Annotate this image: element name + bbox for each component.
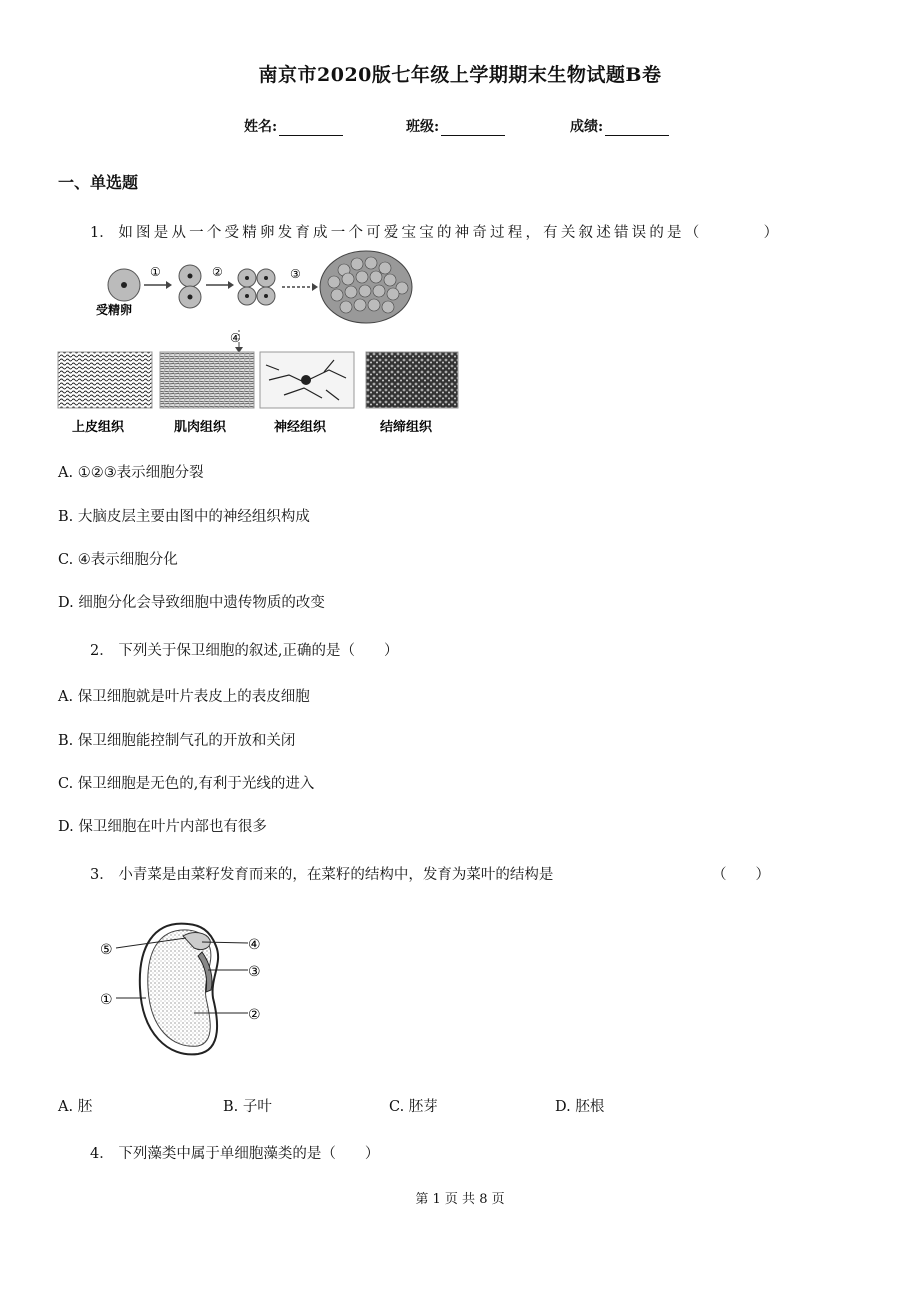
seed-structure-figure [98, 918, 268, 1060]
zygote-label: 受精卵 [96, 303, 133, 317]
name-label: 姓名: [244, 119, 278, 135]
question-number: 3． [90, 867, 114, 883]
option-a[interactable]: A. 胚 [58, 1099, 93, 1115]
question-text: 下列关于保卫细胞的叙述,正确的是（ ） [118, 643, 399, 659]
question-text: 小青菜是由菜籽发育而来的，在菜籽的结构中，发育为菜叶的结构是 [118, 867, 554, 883]
question-4 [90, 1142, 379, 1163]
option-d[interactable]: D. 胚根 [555, 1099, 605, 1115]
option-b[interactable]: B. 子叶 [223, 1099, 272, 1115]
question-paren: （ ） [712, 867, 770, 883]
option-d[interactable]: D. 细胞分化会导致细胞中遗传物质的改变 [58, 595, 325, 611]
question-2 [90, 639, 398, 660]
name-field [244, 116, 343, 136]
tissue-label: 上皮组织 [72, 419, 125, 434]
seed-label-1: ① [100, 992, 113, 1008]
step2-label: ② [212, 265, 223, 279]
page-footer: 第 1 页 共 8 页 [415, 1192, 505, 1207]
option-a[interactable]: A. 保卫细胞就是叶片表皮上的表皮细胞 [58, 689, 310, 705]
seed-label-2: ② [248, 1007, 261, 1023]
score-field [570, 116, 669, 136]
class-field [406, 116, 505, 136]
score-label: 成绩: [570, 119, 604, 135]
page-title: 南京市2020版七年级上学期期末生物试题B卷 [258, 64, 662, 86]
question-paren: ） [763, 225, 779, 241]
score-blank [605, 121, 669, 136]
question-number: 4． [90, 1146, 114, 1162]
question-number: 2． [90, 643, 114, 659]
class-label: 班级: [406, 119, 440, 135]
step1-label: ① [150, 265, 161, 279]
option-c[interactable]: C. 保卫细胞是无色的,有利于光线的进入 [58, 776, 315, 792]
question-3 [90, 863, 553, 884]
option-b[interactable]: B. 保卫细胞能控制气孔的开放和关闭 [58, 733, 296, 749]
cell-development-figure [54, 250, 460, 440]
question-text: 下列藻类中属于单细胞藻类的是（ ） [118, 1146, 380, 1162]
option-a[interactable]: A. ①②③表示细胞分裂 [58, 465, 204, 481]
question-number: 1． [90, 225, 114, 241]
question-text: 如图是从一个受精卵发育成一个可爱宝宝的神奇过程，有关叙述错误的是（ [118, 225, 703, 241]
tissue-label: 肌肉组织 [174, 419, 227, 434]
step4-label: ④ [230, 331, 241, 345]
tissue-label: 神经组织 [274, 419, 327, 434]
step3-label: ③ [290, 267, 301, 281]
option-c[interactable]: C. ④表示细胞分化 [58, 552, 178, 568]
tissue-label: 结缔组织 [380, 419, 433, 434]
option-d[interactable]: D. 保卫细胞在叶片内部也有很多 [58, 819, 267, 835]
seed-label-4: ④ [248, 937, 261, 953]
seed-label-5: ⑤ [100, 942, 113, 958]
name-blank [279, 121, 343, 136]
question-1 [90, 221, 778, 242]
seed-label-3: ③ [248, 964, 261, 980]
option-b[interactable]: B. 大脑皮层主要由图中的神经组织构成 [58, 509, 310, 525]
option-c[interactable]: C. 胚芽 [389, 1099, 438, 1115]
class-blank [441, 121, 505, 136]
section-heading: 一、单选题 [58, 173, 139, 192]
